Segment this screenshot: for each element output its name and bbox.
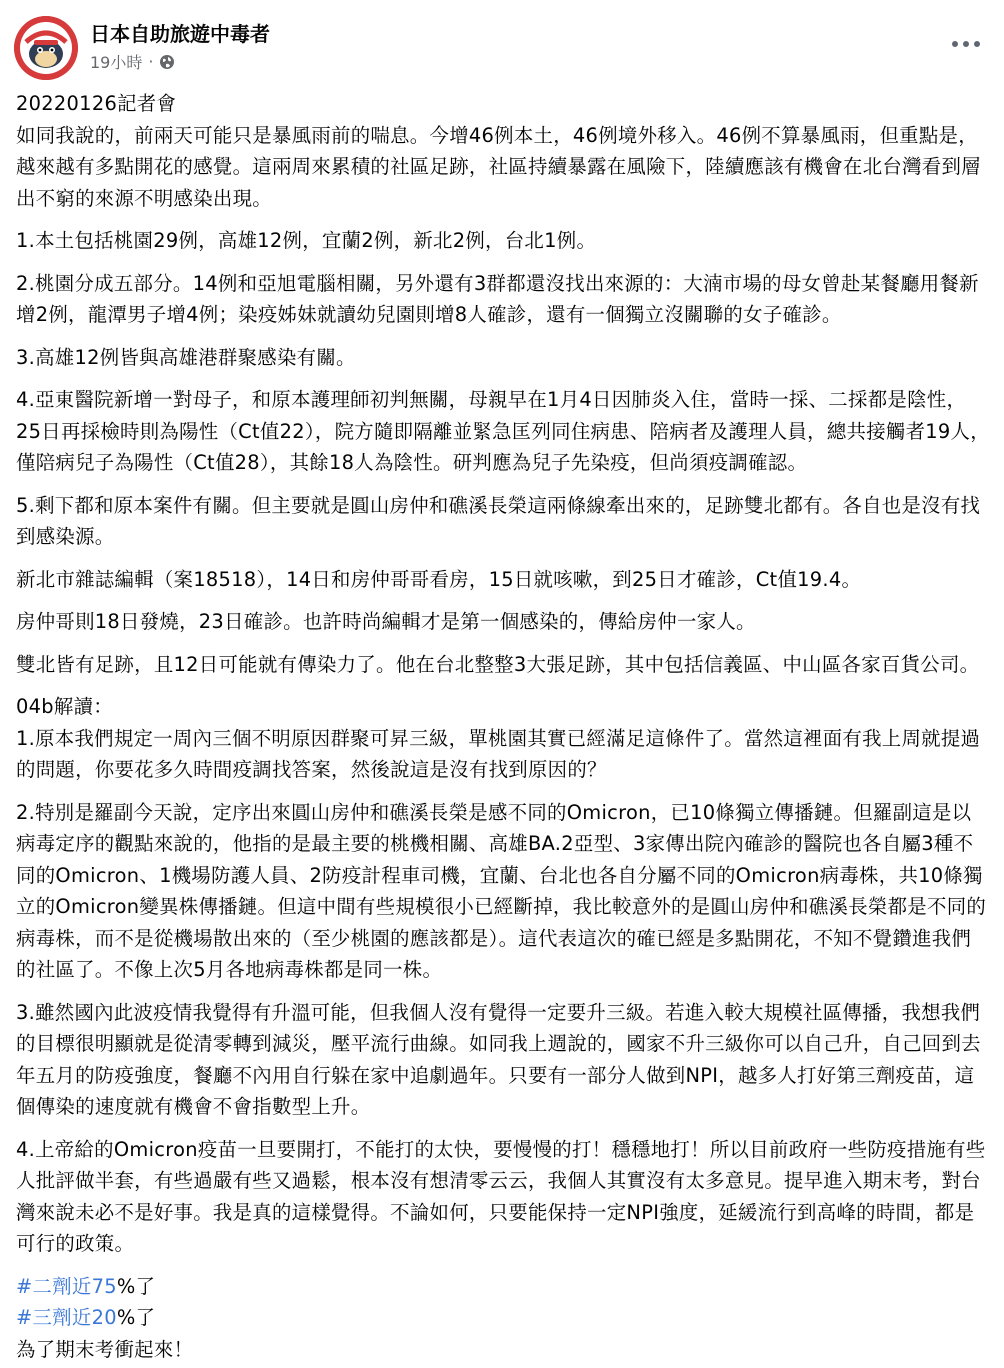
post-paragraph: 4.亞東醫院新增一對母子，和原本護理師初判無關，母親早在1月4日因肺炎入住，當時一採、二採都是陰性，25日再採檢時則為陽性（Ct值22），院方隨即隔離並緊急匡列同住病患、陪病者及護理人員，總共接觸者19人，僅陪病兒子為陽性（Ct值28），其餘18人為陰性。研判應為兒子先染疫，但尚須疫調確認。: [16, 388, 990, 474]
post-paragraph: 1.本土包括桃園29例，高雄12例，宜蘭2例，新北2例，台北1例。: [16, 229, 597, 252]
post-paragraph: 2.桃園分成五部分。14例和亞旭電腦相關，另外還有3群都還沒找出來源的：大湳市場的母女曾赴某餐廳用餐新增2例，龍潭男子增4例；染疫姊妹就讀幼兒園則增8人確診，還有一個獨立沒關聯的女子確診。: [16, 271, 979, 326]
post-paragraph: 新北市雜誌編輯（案18518），14日和房仲哥哥看房，15日就咳嗽，到25日才確診，Ct值19.4。: [16, 567, 862, 591]
hashtag-link[interactable]: #二劑近75: [16, 1274, 117, 1298]
more-options-icon[interactable]: [946, 32, 986, 56]
meta-separator: ·: [148, 52, 154, 71]
more-dot: [974, 41, 980, 47]
hashtag-line: [16, 1302, 990, 1334]
hashtag-suffix: %了: [116, 1274, 156, 1298]
hashtag-suffix: %了: [116, 1306, 156, 1329]
post-paragraph-title: 20220126記者會: [16, 92, 177, 115]
post-paragraph: 雙北皆有足跡，且12日可能就有傳染力了。他在台北整整3大張足跡，其中包括信義區、中山區各家百貨公司。: [16, 652, 980, 676]
page-name[interactable]: 日本自助旅遊中毒者: [90, 22, 270, 46]
post-paragraph: 4.上帝給的Omicron疫苗一旦要開打，不能打的太快，要慢慢的打！穩穩地打！所以目前政府一些防疫措施有些人批評做半套，有些過嚴有些又過鬆，根本沒有想清零云云，我個人其實沒有太多意見。提早進入期末考，對台灣來說未必不是好事。我是真的這樣覺得。不論如何，只要能保持一定NPI強度，延緩流行到高峰的時間，都是可行的政策。: [16, 1137, 986, 1255]
post-paragraph: 2.特別是羅副今天說，定序出來圓山房仲和礁溪長榮是感不同的Omicron，已10條獨立傳播鏈。但羅副這是以病毒定序的觀點來說的，他指的是最主要的桃機相關、高雄BA.2亞型、3家傳出院內確診的醫院也各自屬3種不同的Omicron、1機場防護人員、2防疫計程車司機，宜蘭、台北也各自分屬不同的Omicron病毒株，共10條獨立的Omicron變異株傳播鏈。但這中間有些規模很小已經斷掉，我比較意外的是圓山房仲和礁溪長榮都是不同的病毒株，而不是從機場散出來的（至少桃園的應該都是）。這代表這次的確已經是多點開花，不知不覺鑽進我們的社區了。不像上次5月各地病毒株都是同一株。: [16, 800, 987, 981]
more-dot: [963, 41, 969, 47]
more-dot: [952, 41, 958, 47]
post-paragraph: 1.原本我們規定一周內三個不明原因群聚可昇三級，單桃園其實已經滿足這條件了。當然這裡面有我上周就提過的問題，你要花多久時間疫調找答案，然後說這是沒有找到原因的？: [16, 726, 981, 781]
globe-icon: [159, 54, 175, 70]
post-paragraph: 3.雖然國內此波疫情我覺得有升溫可能，但我個人沒有覺得一定要升三級。若進入較大規模社區傳播，我想我們的目標很明顯就是從清零轉到減災，壓平流行曲線。如同我上週說的，國家不升三級你可以自己升，自己回到去年五月的防疫強度，餐廳不內用自行躲在家中追劇過年。只要有一部分人做到NPI，越多人打好第三劑疫苗，這個傳染的速度就有機會不會指數型上升。: [16, 1000, 981, 1118]
post-paragraph: 3.高雄12例皆與高雄港群聚感染有關。: [16, 345, 356, 369]
page-avatar[interactable]: [14, 16, 78, 80]
post-header: [14, 10, 990, 80]
hashtag-link[interactable]: #三劑近20: [16, 1306, 117, 1329]
post-time[interactable]: 19小時: [90, 53, 143, 72]
post-paragraph: 房仲哥則18日發燒，23日確診。也許時尚編輯才是第一個感染的，傳給房仲一家人。: [16, 610, 756, 633]
hashtag-line: [16, 1271, 990, 1303]
post-paragraph: 如同我說的，前兩天可能只是暴風雨前的喘息。今增46例本土，46例境外移入。46例不算暴風雨，但重點是，越來越有多點開花的感覺。這兩周來累積的社區足跡，社區持續暴露在風險下，陸續應該有機會在北台灣看到層出不窮的來源不明感染出現。: [16, 123, 981, 210]
post-meta: [90, 50, 175, 73]
post-paragraph-title: 04b解讀：: [16, 695, 113, 718]
closing-line: 為了期末考衝起來！: [16, 1337, 194, 1361]
post-paragraph: 5.剩下都和原本案件有關。但主要就是圓山房仲和礁溪長榮這兩條線牽出來的，足跡雙北都有。各自也是沒有找到感染源。: [16, 493, 981, 548]
post-body: [16, 88, 990, 1365]
